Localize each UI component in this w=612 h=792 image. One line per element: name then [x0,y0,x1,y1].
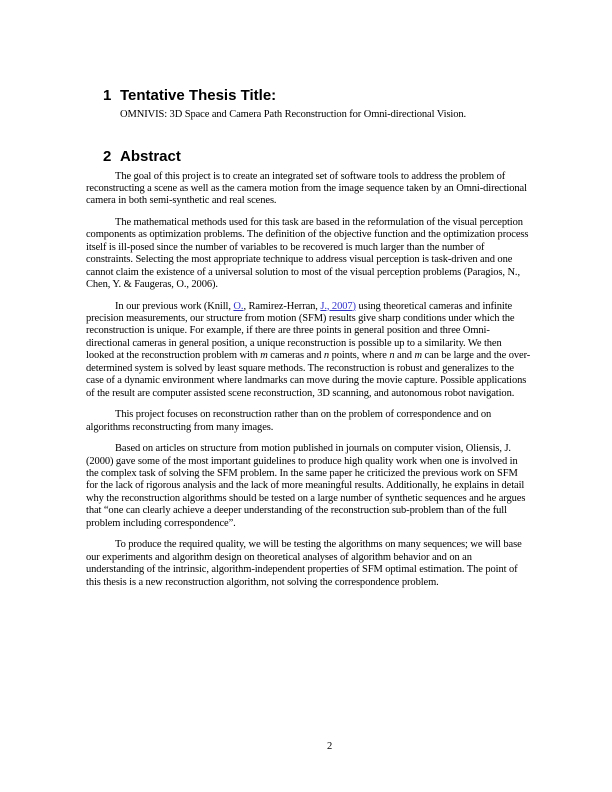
math-var-m: m [260,350,268,362]
abstract-paragraph-4: This project focuses on reconstruction rather than on the problem of correspondence and on algorithms reconstructing from many images. [86,409,492,433]
section-1-title: Tentative Thesis Title: [120,87,277,104]
abstract-paragraph-3 [86,301,532,401]
abstract-paragraph-5: Based on articles on structure from motion published in journals on computer vision, Oliensis, J. (2000) gave some of the most important guidelines to produce high quality work when one is involved in the complex task of solving the SFM problem. In the same paper he criticized the previous work on SFM for the lack of rigorous analysis and the lack of more meaningful results. Additionally, he explains in detail why the reconstruction algorithms should be tested on a large number of synthetic sequences and he argues that “one can clearly achieve a deeper understanding of the reconstruction sub-problem than of the full problem including correspondence”. [86,443,526,529]
text-segment: points, where [329,350,390,362]
section-2-number: 2 [103,147,112,165]
section-2-title: Abstract [120,147,181,165]
abstract-paragraph-1: The goal of this project is to create an integrated set of software tools to address the problem of reconstructing a scene as well as the camera motion from the image sequence taken by an Omni-directional camera in both semi-synthetic and real scenes. [86,170,527,207]
section-1-heading [103,88,532,103]
text-segment: using theoretical cameras and infinite precision measurements, our structure from motion (SFM) results give sharp conditions under which the reconstruction is unique. For example, if there are three points in general position and three Omni-directional cameras in general position, a unique reconstruction is possible up to a similarity. We then looked at the reconstruction problem with [86,300,515,362]
section-2-heading [103,149,532,164]
math-var-m: m [414,350,422,362]
page-number: 2 [327,741,333,752]
text-segment: and [394,350,415,362]
citation-link-knill[interactable]: O. [233,300,244,312]
text-segment: cameras and [267,350,324,362]
citation-link-ramirez-herran[interactable]: J., 2007) [320,300,356,312]
text-segment: , Ramirez-Herran, [243,300,321,312]
section-1-number: 1 [103,87,112,104]
text-segment: can be large and the over-determined system is solved by least square methods. The reconstruction is robust and generalizes to the case of a dynamic environment where landmarks can move during the movie capture. Possible applications of the result are computer assisted scene reconstruction, 3D scanning, and autonomous robot navigation. [86,350,531,399]
abstract-paragraph-6: To produce the required quality, we will be testing the algorithms on many sequences; we will base our experiments and algorithm design on theoretical analyses of algorithm behavior and on an understanding of the intrinsic, algorithm-independent properties of SFM optimal estimation. The point of this thesis is a new reconstruction algorithm, not solving the correspondence problem. [86,539,522,588]
thesis-title-line: OMNIVIS: 3D Space and Camera Path Reconstruction for Omni-directional Vision. [120,109,467,120]
abstract-paragraph-2: The mathematical methods used for this task are based in the reformulation of the visual perception components as optimization problems. The definition of the objective function and the optimization process itself is ill-posed since the number of variables to be recovered is much larger than the number of constraints. Selecting the most appropriate technique to address visual perception is task-driven and one cannot claim the existence of a universal solution to most of the visual perception problems (Paragios, N., Chen, Y. & Faugeras, O., 2006). [86,216,529,291]
math-var-n: n [389,350,395,362]
text-segment: In our previous work (Knill, [115,300,234,312]
math-var-n: n [323,350,330,362]
